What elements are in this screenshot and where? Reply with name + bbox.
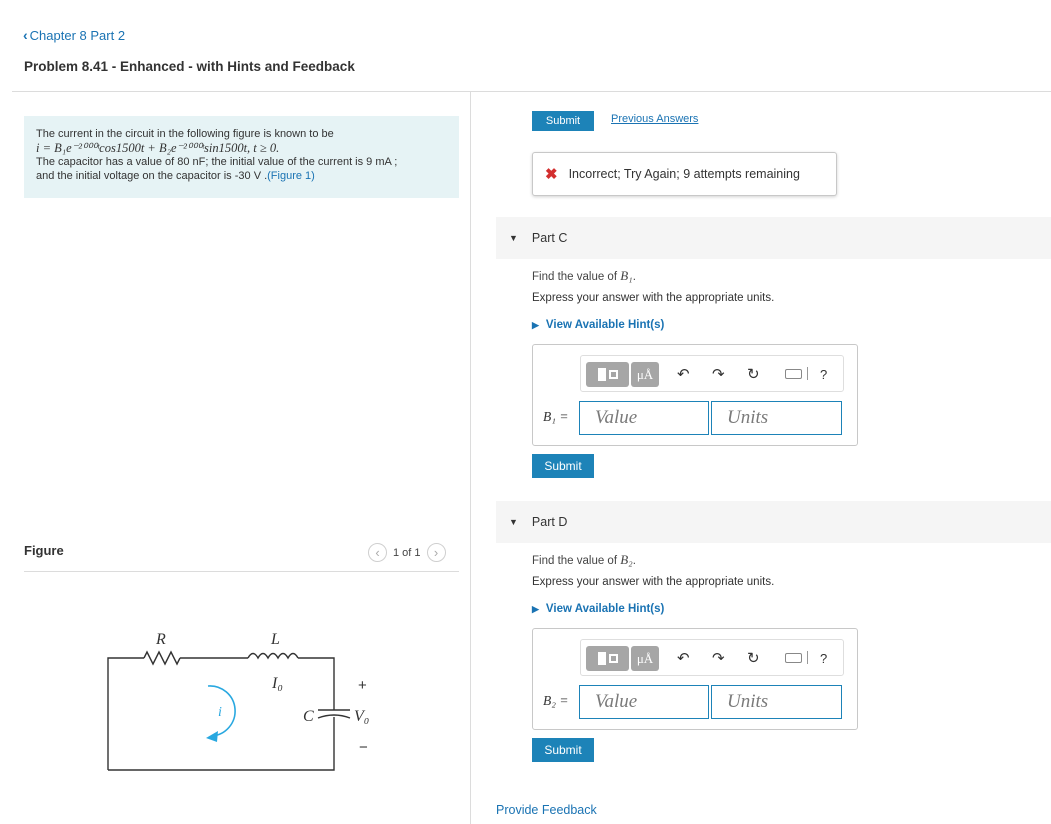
label-r: R xyxy=(156,631,166,648)
caret-right-icon: ▶ xyxy=(532,319,539,330)
chevron-left-icon: ‹ xyxy=(23,27,28,43)
right-top-wire xyxy=(298,658,334,710)
figure-count: 1 of 1 xyxy=(393,546,421,559)
part-c-var-label xyxy=(543,409,568,425)
label-plus: + xyxy=(358,677,367,694)
label-l: L xyxy=(271,631,280,648)
help-icon[interactable]: ? xyxy=(820,367,828,382)
part-c-submit-button[interactable]: Submit xyxy=(532,454,594,478)
undo-icon[interactable]: ↶ xyxy=(677,366,690,383)
problem-equation: i = B₁e⁻²⁰⁰⁰ᵗcos1500t + B₂e⁻²⁰⁰⁰ᵗsin1500t, t ≥ 0. xyxy=(36,141,280,155)
part-c-header[interactable] xyxy=(496,217,1051,259)
part-c-variable: B₁ xyxy=(620,268,633,283)
part-d-answer-box xyxy=(532,628,858,730)
template-square-icon xyxy=(609,370,618,379)
problem-capacitor-line: The capacitor has a value of 80 nF; the initial value of the current is 9 mA ; xyxy=(36,156,398,168)
chevron-left-icon: ‹ xyxy=(375,545,380,560)
redo-icon[interactable]: ↷ xyxy=(712,650,725,667)
figure-next-button[interactable] xyxy=(427,543,446,562)
templates-button[interactable] xyxy=(586,362,629,387)
part-b-submit-button[interactable]: Submit xyxy=(532,111,594,131)
label-v0: V₀ xyxy=(354,708,370,725)
keyboard-icon[interactable] xyxy=(785,653,802,663)
error-x-icon: ✖ xyxy=(545,166,558,183)
part-d-value-input[interactable]: Value xyxy=(579,685,709,719)
toolbar-separator xyxy=(807,367,808,380)
problem-voltage-line xyxy=(36,169,447,183)
figure-link[interactable]: (Figure 1) xyxy=(267,170,315,182)
label-i: i xyxy=(218,705,222,720)
previous-answer-controls xyxy=(532,113,742,132)
incorrect-feedback xyxy=(532,152,837,196)
part-c-find-text: Find the value of xyxy=(532,271,621,283)
part-c-var-label-text: B₁ = xyxy=(543,409,569,424)
toolbar-separator xyxy=(807,651,808,664)
problem-intro: The current in the circuit in the following figure is known to be xyxy=(36,128,334,140)
header-divider xyxy=(12,91,1051,92)
column-divider xyxy=(470,92,471,824)
provide-feedback-link[interactable]: Provide Feedback xyxy=(496,803,597,817)
part-d-hint-label: View Available Hint(s) xyxy=(545,603,665,615)
templates-button[interactable] xyxy=(586,646,629,671)
reset-icon[interactable]: ↻ xyxy=(747,650,760,667)
part-d-hint-link[interactable] xyxy=(532,603,664,615)
undo-icon[interactable]: ↶ xyxy=(677,650,690,667)
figure-divider xyxy=(24,571,459,572)
caret-down-icon: ▼ xyxy=(509,517,518,527)
label-minus: − xyxy=(359,739,368,756)
inductor-symbol xyxy=(248,654,298,659)
problem-voltage-text: and the initial voltage on the capacitor is -30 V . xyxy=(36,170,268,182)
right-bottom-wire xyxy=(108,717,334,770)
keyboard-icon[interactable] xyxy=(785,369,802,379)
figure-pagination xyxy=(368,543,446,562)
chevron-right-icon: › xyxy=(433,545,439,560)
part-c-instructions: Express your answer with the appropriate units. xyxy=(532,292,775,304)
part-d-title: Part D xyxy=(531,515,568,529)
resistor-symbol xyxy=(144,652,180,664)
part-d-header[interactable] xyxy=(496,501,1051,543)
reset-icon[interactable]: ↻ xyxy=(747,366,760,383)
part-c-title: Part C xyxy=(531,231,568,245)
part-d-var-label-text: B₂ = xyxy=(543,693,569,708)
units-button[interactable]: μÅ xyxy=(631,362,659,387)
back-to-chapter-link[interactable] xyxy=(23,27,125,43)
redo-icon[interactable]: ↷ xyxy=(712,366,725,383)
part-c-hint-label: View Available Hint(s) xyxy=(545,319,665,331)
caret-down-icon: ▼ xyxy=(509,233,518,243)
circuit-diagram xyxy=(100,628,400,778)
part-d-submit-button[interactable]: Submit xyxy=(532,738,594,762)
left-wire xyxy=(108,658,144,770)
part-d-question: Find the value of B₂. xyxy=(532,552,636,567)
help-icon[interactable]: ? xyxy=(820,651,828,666)
feedback-message: Incorrect; Try Again; 9 attempts remaining xyxy=(568,167,800,181)
label-c: C xyxy=(303,708,314,725)
problem-title: Problem 8.41 - Enhanced - with Hints and Feedback xyxy=(24,59,355,74)
part-c-answer-box xyxy=(532,344,858,446)
part-d-instructions: Express your answer with the appropriate units. xyxy=(532,576,775,588)
part-d-units-input[interactable]: Units xyxy=(711,685,842,719)
label-i0: I₀ xyxy=(272,675,283,692)
part-c-value-input[interactable]: Value xyxy=(579,401,709,435)
figure-heading: Figure xyxy=(24,543,64,558)
caret-right-icon: ▶ xyxy=(532,603,539,614)
figure-prev-button[interactable] xyxy=(368,543,387,562)
part-c-units-input[interactable]: Units xyxy=(711,401,842,435)
problem-statement xyxy=(24,116,459,198)
part-c-question: Find the value of B₁. xyxy=(532,268,636,283)
back-link-label: Chapter 8 Part 2 xyxy=(29,27,126,43)
part-d-var-label xyxy=(543,693,568,709)
part-c-hint-link[interactable] xyxy=(532,319,664,331)
current-arrowhead xyxy=(206,731,218,742)
units-button[interactable]: μÅ xyxy=(631,646,659,671)
part-d-find-text: Find the value of xyxy=(532,555,621,567)
previous-answers-link[interactable]: Previous Answers xyxy=(611,113,699,125)
template-block-icon xyxy=(598,652,606,665)
part-d-variable: B₂ xyxy=(620,552,633,567)
math-toolbar xyxy=(580,355,844,392)
template-block-icon xyxy=(598,368,606,381)
math-toolbar xyxy=(580,639,844,676)
template-square-icon xyxy=(609,654,618,663)
